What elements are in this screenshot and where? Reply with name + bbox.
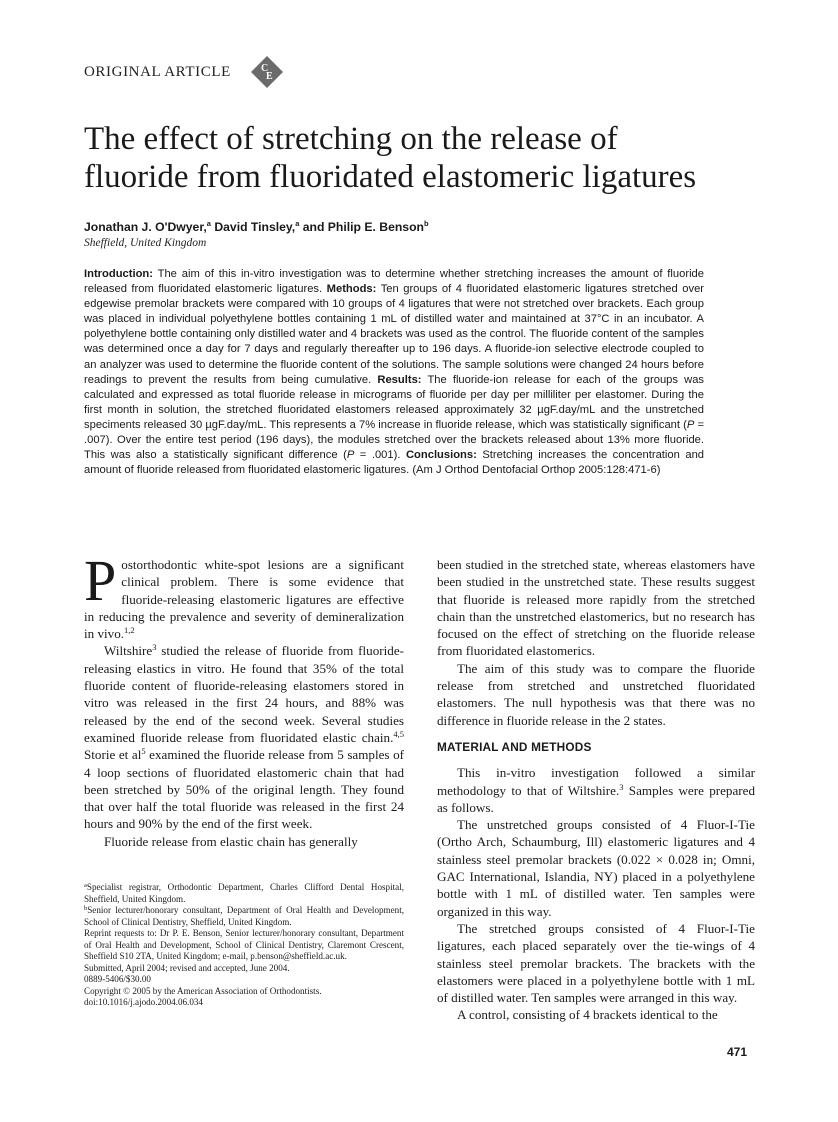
body-paragraph: The stretched groups consisted of 4 Fluor-I-Tie ligatures, each placed separately over the tie-wings of 4 stainless steel premolar brackets. The brackets with the elastomers were placed in a polyethylene bottle with 1 mL of distilled water. Ten samples were arranged in this way. bbox=[437, 920, 755, 1006]
body-paragraph: been studied in the stretched state, whereas elastomers have been studied in the unstretched state. These results suggest that fluoride is released more rapidly from the stretched chain than the unstretched elastomerics, but no research has focused on the effect of stretching on the fluoride release from fluoridated elastomerics. bbox=[437, 557, 755, 659]
doi: doi:10.1016/j.ajodo.2004.06.034 bbox=[84, 997, 203, 1007]
paragraph-text: studied the release of fluoride from fluoride-releasing elastics in vitro. He found that 35% of the total fluoride content of fluoride-releasing elastomers stored in vitro was released in the first 24 hours, and 88% was released by the end of the second week. Several studies examined fluoride release from fluoridated elastic chain. bbox=[84, 643, 404, 745]
footnote-mark: a bbox=[84, 882, 87, 889]
body-paragraph: Fluoride release from elastic chain has generally bbox=[104, 833, 358, 849]
footnote-text: Senior lecturer/honorary consultant, Department of Oral Health and Development, School of Clinical Dentistry, Sheffield, United Kingdom. bbox=[84, 905, 404, 927]
paragraph-text: This in-vitro investigation followed a similar methodology to that of Wiltshire. bbox=[437, 765, 755, 798]
body-paragraph bbox=[437, 764, 755, 816]
ce-logo-icon bbox=[250, 55, 284, 89]
section-label: ORIGINAL ARTICLE bbox=[84, 63, 231, 80]
affiliation-mark: a bbox=[295, 219, 300, 228]
paragraph-text: Wiltshire bbox=[104, 643, 153, 659]
abstract-results-text: = .001). bbox=[354, 449, 401, 462]
affiliation-mark: b bbox=[423, 219, 429, 228]
drop-cap: P bbox=[84, 548, 117, 613]
paragraph-text: examined the fluoride release from 5 samples of 4 loop sections of fluoridated elastomeric chain that had been stretched by 50% of the original length. They found that over half the total fluoride was released in the first 24 hours and 90% by the end of the first week. bbox=[84, 747, 404, 832]
abstract-results-label: Results: bbox=[377, 373, 422, 386]
abstract-intro-text: The aim of this in-vitro investigation was to determine whether stretching increases the amount of fluoride released from fluoridated elastomeric ligatures. bbox=[84, 268, 704, 296]
abstract bbox=[84, 267, 704, 478]
abstract-conclusions-label: Conclusions: bbox=[405, 449, 477, 462]
article-title bbox=[84, 120, 764, 196]
footnotes bbox=[84, 882, 404, 1009]
citation-ref: 1,2 bbox=[124, 625, 135, 636]
logo-letter-c: C bbox=[261, 63, 269, 74]
p-value-symbol: P bbox=[686, 418, 695, 431]
footnote bbox=[84, 905, 404, 928]
title-line-1: The effect of stretching on the release of bbox=[84, 121, 618, 157]
author-list bbox=[84, 219, 429, 234]
citation-ref: 3 bbox=[619, 781, 624, 792]
body-paragraph: A control, consisting of 4 brackets identical to the bbox=[457, 1007, 718, 1023]
paragraph-text: ostorthodontic white-spot lesions are a significant clinical problem. There is some evidence that fluoride-releasing elastomeric ligatures are effective in reducing the prevalence and severity of demineralization in vivo. bbox=[84, 557, 404, 642]
citation-ref: 4,5 bbox=[393, 728, 404, 739]
abstract-conclusions-text: Stretching increases the concentration and amount of fluoride released from fluoridated elastomeric ligatures. (Am J Orthod Dentofacial Orthop 2005:128:471-6) bbox=[84, 449, 705, 477]
abstract-methods-text: Ten groups of 4 fluoridated elastomeric ligatures stretched over edgewise premolar brackets were compared with 10 groups of 4 ligatures that were not stretched over brackets. Each group was placed in individual polyethylene bottles containing 1 mL of distilled water and maintained at 37°C in an incubator. A polyethylene bottle containing only distilled water and 4 brackets was used as the control. The fluoride content of the samples was determined once a day for 7 days and regularly thereafter up to 196 days. A fluoride-ion selective electrode coupled to an analyzer was used to determine the fluoride content of the solutions. The sample solutions were changed 24 hours before readings to prevent the results from being cumulative. bbox=[84, 283, 705, 386]
affiliation-mark: a bbox=[206, 219, 211, 228]
body-column-left bbox=[84, 548, 404, 850]
citation-ref: 5 bbox=[141, 746, 146, 757]
page-number: 471 bbox=[727, 1045, 748, 1059]
body-paragraph: The aim of this study was to compare the fluoride release from stretched and unstretched fluoridated elastomers. The null hypothesis was that there was no difference in fluoride release in the 2 states. bbox=[437, 660, 755, 728]
abstract-methods-label: Methods: bbox=[326, 283, 377, 296]
paragraph-text: Samples were prepared as follows. bbox=[437, 782, 755, 815]
body-paragraph bbox=[84, 642, 404, 832]
copyright: Copyright © 2005 by the American Association of Orthodontists. bbox=[84, 985, 322, 996]
issn: 0889-5406/$30.00 bbox=[84, 974, 151, 984]
body-paragraph bbox=[84, 548, 404, 642]
author-name: and Philip E. Benson bbox=[302, 220, 424, 234]
p-value-symbol: P bbox=[346, 449, 355, 462]
body-paragraph: The unstretched groups consisted of 4 Fluor-I-Tie (Ortho Arch, Schaumburg, Ill) elastomeric ligatures and 4 stainless steel premolar brackets (0.022 × 0.028 in; Omni, GAC International, Islandia, NY) placed in a polyethylene bottle with 1 mL of distilled water. Ten samples were organized in this way. bbox=[437, 817, 755, 919]
footnote-mark: b bbox=[84, 905, 88, 912]
title-line-2: fluoride from fluoridated elastomeric ligatures bbox=[84, 159, 697, 195]
paragraph-text: Storie et al bbox=[84, 747, 142, 763]
footnote-text: Specialist registrar, Orthodontic Department, Charles Clifford Dental Hospital, Sheffield, United Kingdom. bbox=[84, 882, 404, 904]
body-column-right bbox=[437, 556, 755, 1024]
section-heading: MATERIAL AND METHODS bbox=[437, 739, 592, 754]
footnote bbox=[84, 882, 404, 905]
author-location: Sheffield, United Kingdom bbox=[84, 237, 207, 249]
reprint-request: Reprint requests to: Dr P. E. Benson, Senior lecturer/honorary consultant, Department of Oral Health and Development, School of Clinical Dentistry, Claremont Crescent, Sheffield S10 2TA, United Kingdom; e-mail, p.benson@sheffield.ac.uk. bbox=[84, 928, 404, 961]
running-header bbox=[84, 60, 273, 84]
abstract-intro-label: Introduction: bbox=[84, 268, 153, 280]
citation-ref: 3 bbox=[152, 642, 157, 653]
abstract-results-text: The fluoride-ion release for each of the groups was calculated and expressed as total fluoride release in micrograms of fluoride per day per milliliter per elastomer. During the first month in solution, the stretched fluoridated elastomers released approximately 32 µgF.day/mL and the unstretched speciments released 30 µgF.day/mL. This represents a 7% increase in fluoride release, which was statistically significant ( bbox=[84, 373, 705, 431]
author-name: Jonathan J. O'Dwyer, bbox=[84, 220, 207, 234]
author-name: David Tinsley, bbox=[214, 220, 296, 234]
submission-dates: Submitted, April 2004; revised and accepted, June 2004. bbox=[84, 962, 290, 973]
abstract-results-text: = .007). Over the entire test period (196 days), the modules stretched over the brackets released about 13% more fluoride. This was also a statistically significant difference ( bbox=[84, 418, 704, 462]
logo-letter-e: E bbox=[266, 71, 273, 82]
